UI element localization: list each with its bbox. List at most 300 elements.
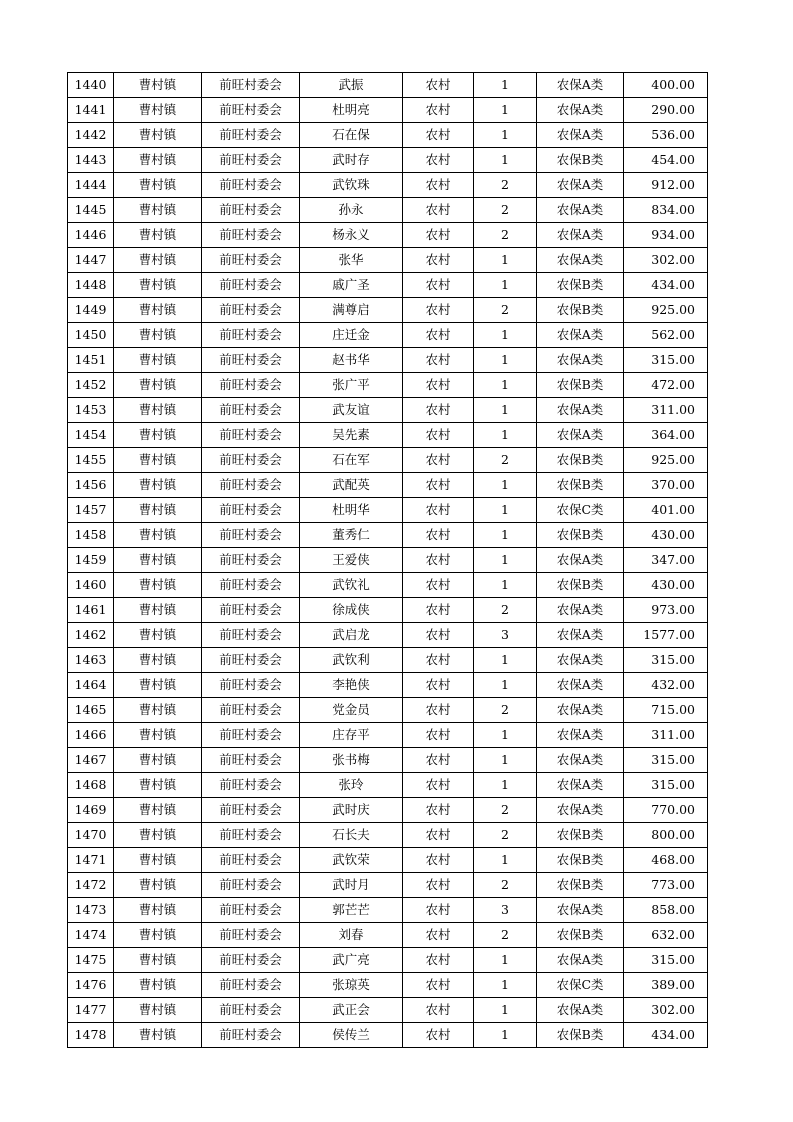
village-committee-cell: 前旺村委会 xyxy=(202,698,300,723)
table-row xyxy=(68,573,708,598)
town-cell: 曹村镇 xyxy=(114,298,202,323)
insurance-class-cell: 农保A类 xyxy=(537,423,624,448)
village-committee-cell: 前旺村委会 xyxy=(202,773,300,798)
residence-type-cell: 农村 xyxy=(403,273,474,298)
town-cell: 曹村镇 xyxy=(114,898,202,923)
village-committee-cell: 前旺村委会 xyxy=(202,948,300,973)
table-row xyxy=(68,648,708,673)
table-row xyxy=(68,448,708,473)
name-cell: 石长夫 xyxy=(300,823,403,848)
insurance-class-cell: 农保B类 xyxy=(537,273,624,298)
name-cell: 戚广圣 xyxy=(300,273,403,298)
name-cell: 武时月 xyxy=(300,873,403,898)
village-committee-cell: 前旺村委会 xyxy=(202,248,300,273)
household-count-cell: 1 xyxy=(474,748,537,773)
town-cell: 曹村镇 xyxy=(114,748,202,773)
amount-cell: 536.00 xyxy=(624,123,708,148)
row-number-cell: 1465 xyxy=(68,698,114,723)
insurance-class-cell: 农保A类 xyxy=(537,948,624,973)
amount-cell: 468.00 xyxy=(624,848,708,873)
town-cell: 曹村镇 xyxy=(114,723,202,748)
insurance-class-cell: 农保A类 xyxy=(537,323,624,348)
household-count-cell: 1 xyxy=(474,773,537,798)
household-count-cell: 1 xyxy=(474,398,537,423)
table-row xyxy=(68,598,708,623)
amount-cell: 925.00 xyxy=(624,448,708,473)
name-cell: 武钦礼 xyxy=(300,573,403,598)
row-number-cell: 1474 xyxy=(68,923,114,948)
household-count-cell: 1 xyxy=(474,723,537,748)
household-count-cell: 1 xyxy=(474,998,537,1023)
name-cell: 张广平 xyxy=(300,373,403,398)
insurance-class-cell: 农保B类 xyxy=(537,298,624,323)
name-cell: 杜明亮 xyxy=(300,98,403,123)
town-cell: 曹村镇 xyxy=(114,798,202,823)
town-cell: 曹村镇 xyxy=(114,523,202,548)
household-count-cell: 2 xyxy=(474,448,537,473)
table-row xyxy=(68,398,708,423)
name-cell: 张书梅 xyxy=(300,748,403,773)
village-committee-cell: 前旺村委会 xyxy=(202,973,300,998)
insurance-class-cell: 农保A类 xyxy=(537,173,624,198)
household-count-cell: 1 xyxy=(474,498,537,523)
name-cell: 徐成侠 xyxy=(300,598,403,623)
name-cell: 武时存 xyxy=(300,148,403,173)
residence-type-cell: 农村 xyxy=(403,223,474,248)
town-cell: 曹村镇 xyxy=(114,448,202,473)
amount-cell: 934.00 xyxy=(624,223,708,248)
amount-cell: 912.00 xyxy=(624,173,708,198)
row-number-cell: 1443 xyxy=(68,148,114,173)
residence-type-cell: 农村 xyxy=(403,348,474,373)
amount-cell: 454.00 xyxy=(624,148,708,173)
name-cell: 武时庆 xyxy=(300,798,403,823)
household-count-cell: 1 xyxy=(474,273,537,298)
household-count-cell: 1 xyxy=(474,323,537,348)
village-committee-cell: 前旺村委会 xyxy=(202,423,300,448)
name-cell: 杜明华 xyxy=(300,498,403,523)
village-committee-cell: 前旺村委会 xyxy=(202,398,300,423)
insurance-class-cell: 农保A类 xyxy=(537,598,624,623)
insurance-class-cell: 农保A类 xyxy=(537,198,624,223)
amount-cell: 364.00 xyxy=(624,423,708,448)
insurance-class-cell: 农保A类 xyxy=(537,348,624,373)
town-cell: 曹村镇 xyxy=(114,873,202,898)
table-row xyxy=(68,948,708,973)
household-count-cell: 2 xyxy=(474,823,537,848)
table-row xyxy=(68,673,708,698)
row-number-cell: 1466 xyxy=(68,723,114,748)
residence-type-cell: 农村 xyxy=(403,548,474,573)
village-committee-cell: 前旺村委会 xyxy=(202,598,300,623)
village-committee-cell: 前旺村委会 xyxy=(202,298,300,323)
village-committee-cell: 前旺村委会 xyxy=(202,798,300,823)
town-cell: 曹村镇 xyxy=(114,423,202,448)
town-cell: 曹村镇 xyxy=(114,998,202,1023)
insurance-class-cell: 农保A类 xyxy=(537,798,624,823)
town-cell: 曹村镇 xyxy=(114,948,202,973)
insurance-class-cell: 农保A类 xyxy=(537,723,624,748)
name-cell: 张华 xyxy=(300,248,403,273)
village-committee-cell: 前旺村委会 xyxy=(202,523,300,548)
household-count-cell: 1 xyxy=(474,348,537,373)
amount-cell: 925.00 xyxy=(624,298,708,323)
amount-cell: 434.00 xyxy=(624,273,708,298)
residence-type-cell: 农村 xyxy=(403,798,474,823)
village-committee-cell: 前旺村委会 xyxy=(202,848,300,873)
residence-type-cell: 农村 xyxy=(403,1023,474,1048)
residence-type-cell: 农村 xyxy=(403,673,474,698)
town-cell: 曹村镇 xyxy=(114,548,202,573)
town-cell: 曹村镇 xyxy=(114,848,202,873)
residence-type-cell: 农村 xyxy=(403,298,474,323)
row-number-cell: 1475 xyxy=(68,948,114,973)
household-count-cell: 1 xyxy=(474,548,537,573)
name-cell: 石在军 xyxy=(300,448,403,473)
table-row xyxy=(68,898,708,923)
row-number-cell: 1456 xyxy=(68,473,114,498)
row-number-cell: 1476 xyxy=(68,973,114,998)
table-row xyxy=(68,1023,708,1048)
household-count-cell: 1 xyxy=(474,148,537,173)
name-cell: 侯传兰 xyxy=(300,1023,403,1048)
household-count-cell: 1 xyxy=(474,523,537,548)
name-cell: 王爱侠 xyxy=(300,548,403,573)
town-cell: 曹村镇 xyxy=(114,1023,202,1048)
table-row xyxy=(68,148,708,173)
household-count-cell: 3 xyxy=(474,898,537,923)
row-number-cell: 1446 xyxy=(68,223,114,248)
row-number-cell: 1471 xyxy=(68,848,114,873)
insurance-class-cell: 农保C类 xyxy=(537,973,624,998)
amount-cell: 389.00 xyxy=(624,973,708,998)
amount-cell: 430.00 xyxy=(624,573,708,598)
table-row xyxy=(68,223,708,248)
insurance-class-cell: 农保B类 xyxy=(537,848,624,873)
town-cell: 曹村镇 xyxy=(114,173,202,198)
village-committee-cell: 前旺村委会 xyxy=(202,923,300,948)
amount-cell: 800.00 xyxy=(624,823,708,848)
row-number-cell: 1470 xyxy=(68,823,114,848)
row-number-cell: 1464 xyxy=(68,673,114,698)
residence-type-cell: 农村 xyxy=(403,723,474,748)
name-cell: 张玲 xyxy=(300,773,403,798)
village-committee-cell: 前旺村委会 xyxy=(202,73,300,98)
insurance-class-cell: 农保A类 xyxy=(537,123,624,148)
village-committee-cell: 前旺村委会 xyxy=(202,648,300,673)
amount-cell: 434.00 xyxy=(624,1023,708,1048)
name-cell: 武正会 xyxy=(300,998,403,1023)
row-number-cell: 1478 xyxy=(68,1023,114,1048)
residence-type-cell: 农村 xyxy=(403,848,474,873)
table-row xyxy=(68,323,708,348)
amount-cell: 715.00 xyxy=(624,698,708,723)
town-cell: 曹村镇 xyxy=(114,323,202,348)
village-committee-cell: 前旺村委会 xyxy=(202,673,300,698)
residence-type-cell: 农村 xyxy=(403,873,474,898)
table-row xyxy=(68,773,708,798)
household-count-cell: 1 xyxy=(474,948,537,973)
residence-type-cell: 农村 xyxy=(403,98,474,123)
village-committee-cell: 前旺村委会 xyxy=(202,998,300,1023)
household-count-cell: 1 xyxy=(474,123,537,148)
household-count-cell: 2 xyxy=(474,923,537,948)
household-count-cell: 1 xyxy=(474,73,537,98)
village-committee-cell: 前旺村委会 xyxy=(202,148,300,173)
insurance-class-cell: 农保B类 xyxy=(537,873,624,898)
insurance-class-cell: 农保C类 xyxy=(537,498,624,523)
row-number-cell: 1453 xyxy=(68,398,114,423)
insurance-class-cell: 农保A类 xyxy=(537,98,624,123)
village-committee-cell: 前旺村委会 xyxy=(202,548,300,573)
household-count-cell: 3 xyxy=(474,623,537,648)
insurance-class-cell: 农保B类 xyxy=(537,1023,624,1048)
village-committee-cell: 前旺村委会 xyxy=(202,348,300,373)
household-count-cell: 1 xyxy=(474,98,537,123)
table-row xyxy=(68,73,708,98)
town-cell: 曹村镇 xyxy=(114,73,202,98)
amount-cell: 472.00 xyxy=(624,373,708,398)
household-count-cell: 1 xyxy=(474,1023,537,1048)
residence-type-cell: 农村 xyxy=(403,898,474,923)
row-number-cell: 1451 xyxy=(68,348,114,373)
town-cell: 曹村镇 xyxy=(114,698,202,723)
table-row xyxy=(68,373,708,398)
row-number-cell: 1462 xyxy=(68,623,114,648)
village-committee-cell: 前旺村委会 xyxy=(202,173,300,198)
amount-cell: 973.00 xyxy=(624,598,708,623)
household-count-cell: 2 xyxy=(474,223,537,248)
household-count-cell: 2 xyxy=(474,198,537,223)
residence-type-cell: 农村 xyxy=(403,148,474,173)
name-cell: 孙永 xyxy=(300,198,403,223)
table-row xyxy=(68,298,708,323)
amount-cell: 315.00 xyxy=(624,648,708,673)
insurance-class-cell: 农保A类 xyxy=(537,648,624,673)
residence-type-cell: 农村 xyxy=(403,923,474,948)
residence-type-cell: 农村 xyxy=(403,598,474,623)
table-row xyxy=(68,798,708,823)
table-row xyxy=(68,998,708,1023)
town-cell: 曹村镇 xyxy=(114,148,202,173)
table-row xyxy=(68,848,708,873)
row-number-cell: 1463 xyxy=(68,648,114,673)
residence-type-cell: 农村 xyxy=(403,948,474,973)
amount-cell: 302.00 xyxy=(624,248,708,273)
household-count-cell: 2 xyxy=(474,298,537,323)
row-number-cell: 1449 xyxy=(68,298,114,323)
village-committee-cell: 前旺村委会 xyxy=(202,573,300,598)
insurance-class-cell: 农保A类 xyxy=(537,623,624,648)
row-number-cell: 1473 xyxy=(68,898,114,923)
table-row xyxy=(68,98,708,123)
residence-type-cell: 农村 xyxy=(403,448,474,473)
town-cell: 曹村镇 xyxy=(114,98,202,123)
table-row xyxy=(68,173,708,198)
village-committee-cell: 前旺村委会 xyxy=(202,448,300,473)
row-number-cell: 1442 xyxy=(68,123,114,148)
insurance-class-cell: 农保A类 xyxy=(537,698,624,723)
insurance-class-cell: 农保B类 xyxy=(537,148,624,173)
row-number-cell: 1469 xyxy=(68,798,114,823)
household-count-cell: 1 xyxy=(474,248,537,273)
insurance-class-cell: 农保A类 xyxy=(537,998,624,1023)
row-number-cell: 1457 xyxy=(68,498,114,523)
row-number-cell: 1477 xyxy=(68,998,114,1023)
town-cell: 曹村镇 xyxy=(114,623,202,648)
amount-cell: 430.00 xyxy=(624,523,708,548)
insurance-class-cell: 农保B类 xyxy=(537,823,624,848)
residence-type-cell: 农村 xyxy=(403,473,474,498)
village-committee-cell: 前旺村委会 xyxy=(202,873,300,898)
name-cell: 郭芒芒 xyxy=(300,898,403,923)
name-cell: 杨永义 xyxy=(300,223,403,248)
insurance-class-cell: 农保A类 xyxy=(537,773,624,798)
data-table xyxy=(67,72,708,1048)
town-cell: 曹村镇 xyxy=(114,923,202,948)
table-row xyxy=(68,873,708,898)
town-cell: 曹村镇 xyxy=(114,973,202,998)
village-committee-cell: 前旺村委会 xyxy=(202,223,300,248)
row-number-cell: 1472 xyxy=(68,873,114,898)
table-row xyxy=(68,498,708,523)
name-cell: 石在保 xyxy=(300,123,403,148)
town-cell: 曹村镇 xyxy=(114,648,202,673)
name-cell: 武配英 xyxy=(300,473,403,498)
table-row xyxy=(68,523,708,548)
amount-cell: 770.00 xyxy=(624,798,708,823)
household-count-cell: 1 xyxy=(474,473,537,498)
row-number-cell: 1448 xyxy=(68,273,114,298)
insurance-class-cell: 农保B类 xyxy=(537,373,624,398)
name-cell: 赵书华 xyxy=(300,348,403,373)
name-cell: 武友谊 xyxy=(300,398,403,423)
household-count-cell: 1 xyxy=(474,848,537,873)
name-cell: 李艳侠 xyxy=(300,673,403,698)
table-row xyxy=(68,923,708,948)
name-cell: 庄存平 xyxy=(300,723,403,748)
table-row xyxy=(68,198,708,223)
residence-type-cell: 农村 xyxy=(403,773,474,798)
name-cell: 党金员 xyxy=(300,698,403,723)
residence-type-cell: 农村 xyxy=(403,173,474,198)
residence-type-cell: 农村 xyxy=(403,398,474,423)
table-row xyxy=(68,423,708,448)
name-cell: 吴先素 xyxy=(300,423,403,448)
town-cell: 曹村镇 xyxy=(114,673,202,698)
amount-cell: 315.00 xyxy=(624,748,708,773)
row-number-cell: 1467 xyxy=(68,748,114,773)
village-committee-cell: 前旺村委会 xyxy=(202,473,300,498)
town-cell: 曹村镇 xyxy=(114,823,202,848)
name-cell: 武钦利 xyxy=(300,648,403,673)
household-count-cell: 1 xyxy=(474,673,537,698)
amount-cell: 311.00 xyxy=(624,723,708,748)
household-count-cell: 1 xyxy=(474,973,537,998)
village-committee-cell: 前旺村委会 xyxy=(202,898,300,923)
name-cell: 武钦珠 xyxy=(300,173,403,198)
insurance-class-cell: 农保A类 xyxy=(537,673,624,698)
row-number-cell: 1444 xyxy=(68,173,114,198)
village-committee-cell: 前旺村委会 xyxy=(202,373,300,398)
insurance-class-cell: 农保A类 xyxy=(537,73,624,98)
residence-type-cell: 农村 xyxy=(403,573,474,598)
row-number-cell: 1461 xyxy=(68,598,114,623)
row-number-cell: 1468 xyxy=(68,773,114,798)
table-row xyxy=(68,748,708,773)
name-cell: 武钦荣 xyxy=(300,848,403,873)
village-committee-cell: 前旺村委会 xyxy=(202,748,300,773)
residence-type-cell: 农村 xyxy=(403,748,474,773)
amount-cell: 632.00 xyxy=(624,923,708,948)
row-number-cell: 1447 xyxy=(68,248,114,273)
insurance-class-cell: 农保B类 xyxy=(537,573,624,598)
town-cell: 曹村镇 xyxy=(114,498,202,523)
residence-type-cell: 农村 xyxy=(403,648,474,673)
residence-type-cell: 农村 xyxy=(403,973,474,998)
residence-type-cell: 农村 xyxy=(403,998,474,1023)
household-count-cell: 2 xyxy=(474,873,537,898)
town-cell: 曹村镇 xyxy=(114,573,202,598)
insurance-class-cell: 农保B类 xyxy=(537,448,624,473)
table-row xyxy=(68,473,708,498)
name-cell: 武启龙 xyxy=(300,623,403,648)
amount-cell: 290.00 xyxy=(624,98,708,123)
row-number-cell: 1458 xyxy=(68,523,114,548)
household-count-cell: 2 xyxy=(474,173,537,198)
row-number-cell: 1450 xyxy=(68,323,114,348)
residence-type-cell: 农村 xyxy=(403,248,474,273)
village-committee-cell: 前旺村委会 xyxy=(202,623,300,648)
town-cell: 曹村镇 xyxy=(114,398,202,423)
village-committee-cell: 前旺村委会 xyxy=(202,1023,300,1048)
amount-cell: 834.00 xyxy=(624,198,708,223)
amount-cell: 311.00 xyxy=(624,398,708,423)
row-number-cell: 1455 xyxy=(68,448,114,473)
household-count-cell: 1 xyxy=(474,373,537,398)
amount-cell: 347.00 xyxy=(624,548,708,573)
amount-cell: 302.00 xyxy=(624,998,708,1023)
amount-cell: 315.00 xyxy=(624,348,708,373)
household-count-cell: 1 xyxy=(474,648,537,673)
name-cell: 满尊启 xyxy=(300,298,403,323)
table-row xyxy=(68,973,708,998)
residence-type-cell: 农村 xyxy=(403,498,474,523)
village-committee-cell: 前旺村委会 xyxy=(202,498,300,523)
insurance-class-cell: 农保A类 xyxy=(537,748,624,773)
town-cell: 曹村镇 xyxy=(114,598,202,623)
insurance-class-cell: 农保A类 xyxy=(537,223,624,248)
table-row xyxy=(68,623,708,648)
town-cell: 曹村镇 xyxy=(114,348,202,373)
town-cell: 曹村镇 xyxy=(114,198,202,223)
table-row xyxy=(68,723,708,748)
amount-cell: 315.00 xyxy=(624,948,708,973)
residence-type-cell: 农村 xyxy=(403,198,474,223)
town-cell: 曹村镇 xyxy=(114,373,202,398)
row-number-cell: 1441 xyxy=(68,98,114,123)
residence-type-cell: 农村 xyxy=(403,373,474,398)
town-cell: 曹村镇 xyxy=(114,123,202,148)
household-count-cell: 2 xyxy=(474,798,537,823)
row-number-cell: 1460 xyxy=(68,573,114,598)
amount-cell: 773.00 xyxy=(624,873,708,898)
residence-type-cell: 农村 xyxy=(403,73,474,98)
residence-type-cell: 农村 xyxy=(403,323,474,348)
village-committee-cell: 前旺村委会 xyxy=(202,323,300,348)
amount-cell: 315.00 xyxy=(624,773,708,798)
amount-cell: 401.00 xyxy=(624,498,708,523)
